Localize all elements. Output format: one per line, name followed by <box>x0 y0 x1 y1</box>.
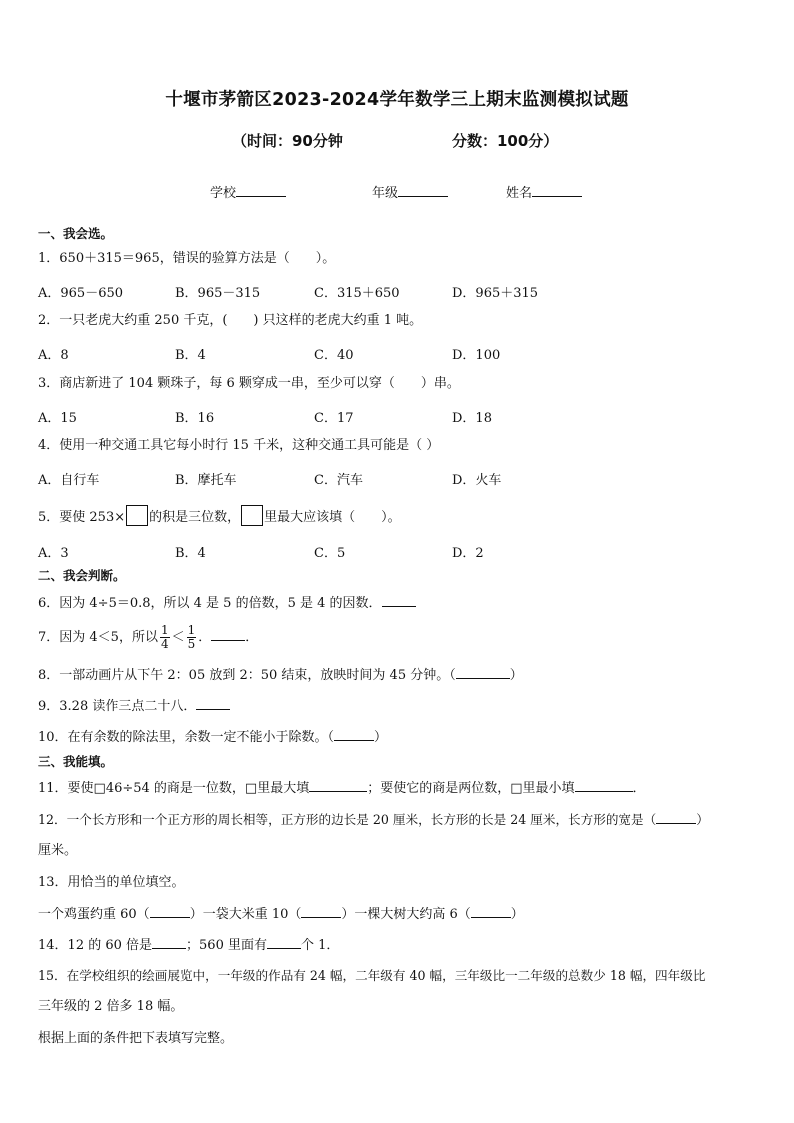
section-heading-1: 一、我会选。 <box>38 226 114 241</box>
question-1: 1．650＋315＝965，错误的验算方法是（ ）。 <box>38 251 336 266</box>
q1-option-a[interactable]: A．965－650 <box>38 286 124 301</box>
q4-option-b[interactable]: B．摩托车 <box>175 473 237 488</box>
question-13: 13．用恰当的单位填空。 <box>38 875 185 890</box>
fraction-1-4: $\frac{1}{4}$ <box>160 623 169 651</box>
question-9 <box>38 698 230 715</box>
fraction-1-5: $\frac{1}{5}$ <box>187 623 196 651</box>
q1-option-d[interactable]: D．965＋315 <box>452 286 539 301</box>
school-field[interactable] <box>210 182 286 201</box>
q13-blanks-line: 一个鸡蛋约重 60（ ）一袋大米重 10（ ）一棵大树大约高 6（ ） <box>38 907 524 922</box>
question-6 <box>38 595 416 612</box>
less-than-sign: ＜ <box>171 630 185 645</box>
q14-answer-blank-1[interactable] <box>152 937 186 949</box>
q4-option-c[interactable]: C．汽车 <box>314 473 363 488</box>
question-15: 15．在学校组织的绘画展览中，一年级的作品有 24 幅，二年级有 40 幅，三年级比一二年级的总数少 18 幅，四年级比 <box>38 968 706 983</box>
question-4: 4．使用一种交通工具它每小时行 15 千米，这种交通工具可能是（ ） <box>38 438 440 453</box>
q2-option-c[interactable]: C．40 <box>314 348 354 363</box>
question-14: 14．12 的 60 倍是 ；560 里面有 个 1． <box>38 938 340 953</box>
name-blank[interactable] <box>532 184 582 197</box>
q10-answer-blank[interactable] <box>334 729 374 741</box>
question-12: 12．一个长方形和一个正方形的周长相等，正方形的边长是 20 厘米，长方形的长是 24 厘米，长方形的宽是（ ） <box>38 812 709 827</box>
question-8: 8．一部动画片从下午 2：05 放到 2：50 结束，放映时间为 45 分钟。（ ） <box>38 668 523 683</box>
q3-option-a[interactable]: A．15 <box>38 411 77 426</box>
question-2: 2．一只老虎大约重 250 千克，( ) 只这样的老虎大约重 1 吨。 <box>38 313 423 328</box>
exam-meta <box>232 130 792 151</box>
q15-line-3: 根据上面的条件把下表填写完整。 <box>38 1031 234 1046</box>
q10-text: 10．在有余数的除法里，余数一定不能小于除数。（ <box>38 730 335 745</box>
q5-option-a[interactable]: A．3 <box>38 546 69 561</box>
section-heading-3: 三、我能填。 <box>38 754 114 769</box>
q5-part-2: 的积是三位数， <box>149 510 241 525</box>
q11-part-2: ；要使它的商是两位数，□里最小填 <box>367 781 575 796</box>
q12-answer-blank[interactable] <box>656 812 696 824</box>
q5-blank-box-1[interactable] <box>126 505 148 526</box>
page-title: 十堰市茅箭区2023-2024学年数学三上期末监测模拟试题 <box>165 90 629 110</box>
grade-label: 年级 <box>372 186 399 201</box>
question-5 <box>38 505 401 526</box>
q1-option-b[interactable]: B．965－315 <box>175 286 261 301</box>
q5-blank-box-2[interactable] <box>241 505 263 526</box>
question-11: 11．要使□46÷54 的商是一位数，□里最大填 ；要使它的商是两位数，□里最小填 ． <box>38 781 646 796</box>
q2-option-b[interactable]: B．4 <box>175 348 206 363</box>
section-heading-2: 二、我会判断。 <box>38 568 126 583</box>
q11-answer-blank-1[interactable] <box>309 780 367 792</box>
q13-answer-blank-2[interactable] <box>301 906 341 918</box>
q9-text: 9．3.28 读作三点二十八． <box>38 699 197 714</box>
q14-answer-blank-2[interactable] <box>267 937 301 949</box>
q5-part-1: 5．要使 253× <box>38 510 126 525</box>
q13-answer-blank-1[interactable] <box>150 906 190 918</box>
school-label: 学校 <box>210 186 237 201</box>
q1-option-c[interactable]: C．315＋650 <box>314 286 400 301</box>
q3-option-b[interactable]: B．16 <box>175 411 215 426</box>
q3-option-d[interactable]: D．18 <box>452 411 492 426</box>
q6-text: 6．因为 4÷5＝0.8，所以 4 是 5 的倍数，5 是 4 的因数． <box>38 596 382 611</box>
q15-line-2: 三年级的 2 倍多 18 幅。 <box>38 999 184 1014</box>
name-field[interactable] <box>506 182 582 201</box>
q5-option-b[interactable]: B．4 <box>175 546 206 561</box>
total-score: 分数：100分） <box>452 132 559 150</box>
q11-part-1: 11．要使□46÷54 的商是一位数，□里最大填 <box>38 781 310 796</box>
q9-answer-blank[interactable] <box>196 698 230 710</box>
q5-option-d[interactable]: D．2 <box>452 546 484 561</box>
question-7: 7．因为 4＜5，所以 $\frac{1}{4}$ ＜ $\frac{1}{5}$ ． ． <box>38 623 259 651</box>
q4-option-a[interactable]: A．自行车 <box>38 473 100 488</box>
question-10: 10．在有余数的除法里，余数一定不能小于除数。（ ） <box>38 730 388 745</box>
q8-text: 8．一部动画片从下午 2：05 放到 2：50 结束，放映时间为 45 分钟。（ <box>38 668 456 683</box>
time-limit: （时间：90分钟 <box>232 132 343 150</box>
q3-option-c[interactable]: C．17 <box>314 411 354 426</box>
grade-field[interactable] <box>372 182 448 201</box>
grade-blank[interactable] <box>398 184 448 197</box>
q7-part-1: 7．因为 4＜5，所以 <box>38 630 158 645</box>
q4-option-d[interactable]: D．火车 <box>452 473 502 488</box>
q2-option-a[interactable]: A．8 <box>38 348 69 363</box>
q5-option-c[interactable]: C．5 <box>314 546 346 561</box>
question-3: 3．商店新进了 104 颗珠子，每 6 颗穿成一串，至少可以穿（ ）串。 <box>38 376 460 391</box>
q7-part-2: ． <box>198 630 212 645</box>
q7-answer-blank[interactable] <box>211 629 245 641</box>
q11-answer-blank-2[interactable] <box>575 780 633 792</box>
q13-answer-blank-3[interactable] <box>471 906 511 918</box>
school-blank[interactable] <box>236 184 286 197</box>
name-label: 姓名 <box>506 186 533 201</box>
q12-line-2: 厘米。 <box>38 843 78 858</box>
q5-part-3: 里最大应该填（ ）。 <box>264 510 401 525</box>
q12-line-1: 12．一个长方形和一个正方形的周长相等，正方形的边长是 20 厘米，长方形的长是 24 厘米，长方形的宽是（ <box>38 812 657 827</box>
q8-answer-blank[interactable] <box>456 667 510 679</box>
q6-answer-blank[interactable] <box>382 595 416 607</box>
q2-option-d[interactable]: D．100 <box>452 348 501 363</box>
